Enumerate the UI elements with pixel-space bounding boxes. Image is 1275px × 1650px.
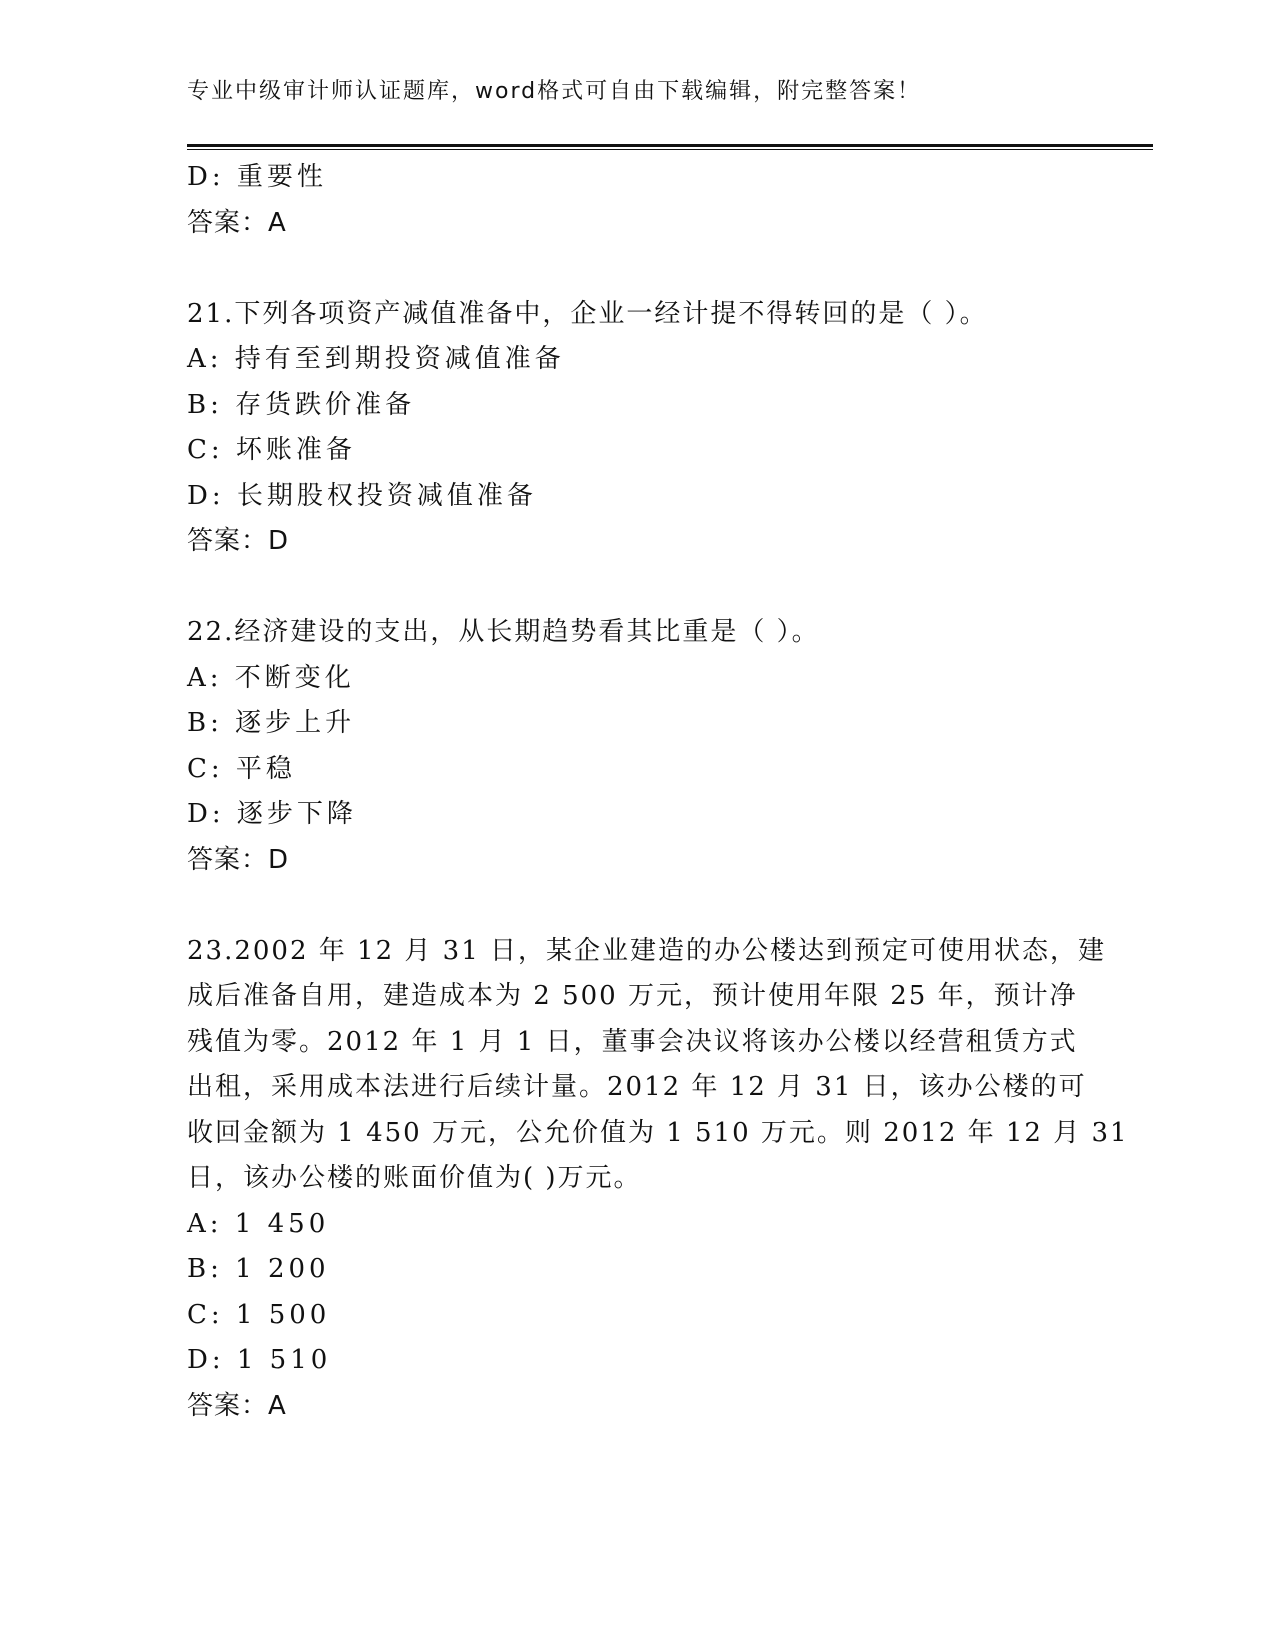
spacer <box>187 883 1087 929</box>
spacer <box>187 246 1087 292</box>
option-d: D: 长期股权投资减值准备 <box>187 480 537 511</box>
option-d: D: 逐步下降 <box>187 799 357 829</box>
option-b: B: 逐步上升 <box>187 708 356 738</box>
question-stem-line: 日，该办公楼的账面价值为( )万元。 <box>187 1163 642 1193</box>
question-stem-line: 收回金额为 1 450 万元，公允价值为 1 510 万元。则 2012 年 12 月 31 <box>187 1117 1129 1148</box>
option-a: A: 不断变化 <box>187 662 355 693</box>
question-21 <box>187 292 1087 565</box>
option-b: B: 1 200 <box>187 1254 330 1284</box>
answer: 答案：D <box>187 526 290 556</box>
option-c: C: 1 500 <box>187 1299 331 1330</box>
prev-option-d: D: 重要性 <box>187 162 327 192</box>
option-a: A: 持有至到期投资减值准备 <box>187 344 565 374</box>
question-22 <box>187 610 1087 883</box>
answer: 答案：A <box>187 1390 287 1421</box>
option-b: B: 存货跌价准备 <box>187 389 416 420</box>
page-header: 专业中级审计师认证题库，word格式可自由下载编辑，附完整答案！ <box>187 79 922 104</box>
option-a: A: 1 450 <box>187 1208 330 1239</box>
question-stem-line: 残值为零。2012 年 1 月 1 日，董事会决议将该办公楼以经营租赁方式 <box>187 1026 1078 1057</box>
option-c: C: 坏账准备 <box>187 435 356 465</box>
question-stem-line: 出租，采用成本法进行后续计量。2012 年 12 月 31 日，该办公楼的可 <box>187 1072 1087 1102</box>
content-body <box>187 155 1129 1429</box>
question-stem-line: 成后准备自用，建造成本为 2 500 万元，预计使用年限 25 年，预计净 <box>187 981 1078 1011</box>
question-23 <box>187 929 1129 1430</box>
answer: 答案：D <box>187 844 290 875</box>
option-c: C: 平稳 <box>187 753 296 784</box>
question-stem-line: 23.2002 年 12 月 31 日，某企业建造的办公楼达到预定可使用状态，建 <box>187 935 1107 966</box>
spacer <box>187 565 1087 611</box>
option-d: D: 1 510 <box>187 1345 332 1375</box>
header-rule-thick <box>187 144 1153 147</box>
question-stem-line: 22.经济建设的支出，从长期趋势看其比重是（ ）。 <box>187 617 820 647</box>
question-stem-line: 21.下列各项资产减值准备中，企业一经计提不得转回的是（ ）。 <box>187 298 988 329</box>
header-rule-thin <box>187 149 1153 150</box>
prev-answer: 答案：A <box>187 207 287 238</box>
